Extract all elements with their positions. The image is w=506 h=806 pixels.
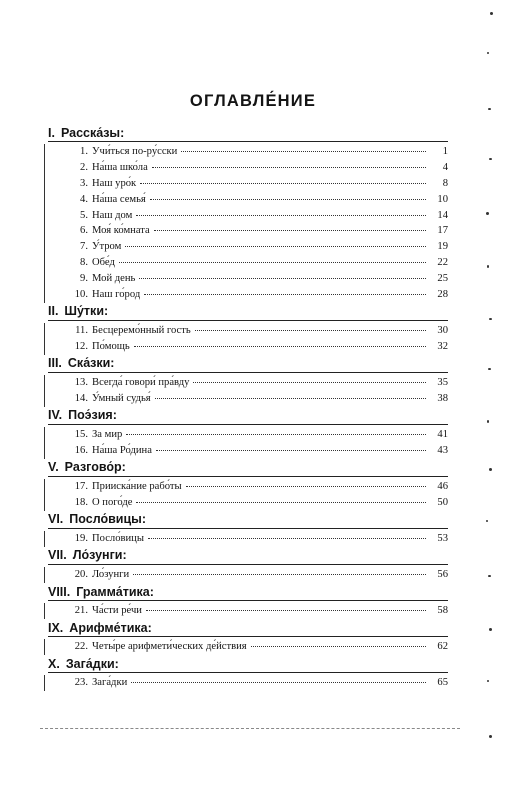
toc-entry	[48, 144, 448, 160]
section-heading	[48, 302, 448, 321]
dot-leader	[186, 485, 426, 487]
dot-leader	[133, 573, 426, 575]
dot-leader	[152, 166, 426, 168]
entry-number: 20.	[74, 568, 88, 580]
section-number: VI.	[48, 512, 64, 527]
scan-speck	[488, 368, 491, 370]
entry-title: Обе́д	[92, 256, 115, 268]
entry-number: 10.	[74, 288, 88, 300]
entry-number: 17.	[74, 480, 88, 492]
entry-number: 21.	[74, 605, 88, 617]
section-heading	[48, 655, 448, 674]
scan-speck	[489, 318, 492, 320]
entry-number: 6.	[80, 225, 88, 237]
entry-number: 7.	[80, 241, 88, 253]
entry-page-number: 22	[437, 256, 448, 268]
entry-page-number: 41	[437, 428, 448, 440]
section-rule	[44, 427, 45, 459]
scan-speck	[488, 108, 491, 110]
section-title: Разгово́р:	[64, 460, 126, 475]
entry-page-number: 25	[437, 272, 448, 284]
entry-page-number: 32	[437, 340, 448, 352]
toc-entry	[48, 603, 448, 619]
section-title: Зага́дки:	[65, 657, 119, 672]
dot-leader	[125, 245, 426, 247]
section-title: Ло́зунги:	[72, 548, 127, 563]
toc-entry	[48, 287, 448, 303]
entry-title: О пого́де	[92, 496, 133, 508]
section-rule	[44, 603, 45, 619]
entry-page-number: 56	[437, 568, 448, 580]
entry-page-number: 30	[437, 324, 448, 336]
entry-title: На́ша шко́ла	[92, 162, 148, 174]
section-number: X.	[48, 657, 60, 672]
entry-number: 11.	[75, 324, 88, 336]
section-rule	[44, 567, 45, 583]
dot-leader	[146, 609, 426, 611]
entry-number: 18.	[74, 496, 88, 508]
toc-entry	[48, 375, 448, 391]
entry-number: 4.	[80, 193, 88, 205]
section-number: VIII.	[48, 584, 71, 599]
scan-speck	[489, 735, 492, 738]
entry-page-number: 43	[437, 444, 448, 456]
section-rule	[44, 323, 45, 355]
entry-number: 12.	[74, 340, 88, 352]
scan-speck	[490, 12, 493, 15]
dot-leader	[148, 537, 426, 539]
toc-entry	[48, 239, 448, 255]
entry-number: 1.	[80, 146, 88, 158]
toc-entry	[48, 160, 448, 176]
entry-title: Всегда́ говори́ пра́вду	[92, 376, 190, 388]
entry-page-number: 4	[442, 162, 448, 174]
entry-page-number: 50	[437, 496, 448, 508]
scan-speck	[489, 628, 492, 631]
toc-entry	[48, 391, 448, 407]
scan-speck	[486, 212, 489, 215]
dot-leader	[195, 329, 426, 331]
entry-title: У́тром	[92, 241, 122, 253]
dot-leader	[181, 150, 426, 152]
toc-entry	[48, 339, 448, 355]
section-title: Расска́зы:	[60, 126, 125, 140]
entry-title: По́мощь	[92, 340, 130, 352]
scan-speck	[488, 575, 491, 577]
section-title: Поэ́зия:	[68, 408, 117, 423]
section-heading	[48, 406, 448, 425]
section-heading	[48, 546, 448, 565]
section-rule	[44, 479, 45, 511]
entry-title: Ло́зунги	[92, 568, 130, 580]
toc-entry	[48, 208, 448, 224]
scan-speck	[487, 52, 489, 54]
entry-page-number: 28	[437, 288, 448, 300]
entry-page-number: 1	[442, 146, 448, 158]
scan-speck	[486, 520, 488, 522]
dot-leader	[136, 501, 426, 503]
dot-leader	[131, 681, 426, 683]
section-rule	[44, 375, 45, 407]
entry-title: Наш го́род	[92, 288, 141, 300]
section-rule	[44, 639, 45, 655]
dot-leader	[155, 397, 426, 399]
section-heading	[48, 354, 448, 373]
dot-leader	[140, 182, 426, 184]
entry-number: 3.	[80, 177, 88, 189]
scan-speck	[487, 265, 489, 268]
section-rule	[44, 675, 45, 691]
entry-number: 13.	[74, 376, 88, 388]
dot-leader	[136, 214, 426, 216]
section-number: V.	[48, 460, 59, 475]
dot-leader	[251, 645, 426, 647]
entry-number: 19.	[74, 532, 88, 544]
section-title: Посло́вицы:	[69, 512, 147, 527]
entry-page-number: 46	[437, 480, 448, 492]
section-number: III.	[48, 356, 62, 371]
entry-page-number: 19	[437, 241, 448, 253]
toc-entry	[48, 675, 448, 691]
toc-entry	[48, 223, 448, 239]
entry-number: 15.	[74, 428, 88, 440]
section-heading	[48, 458, 448, 477]
entry-title: Ча́сти ре́чи	[92, 605, 142, 617]
section-number: II.	[48, 304, 59, 319]
toc-entry	[48, 192, 448, 208]
entry-page-number: 38	[437, 392, 448, 404]
toc-entry	[48, 271, 448, 287]
entry-number: 22.	[74, 641, 88, 653]
scan-speck	[489, 158, 492, 160]
section-number: VII.	[48, 548, 67, 563]
entry-page-number: 65	[437, 677, 448, 689]
entry-page-number: 62	[437, 641, 448, 653]
scan-speck	[487, 680, 489, 682]
entry-number: 2.	[80, 162, 88, 174]
entry-number: 9.	[80, 272, 88, 284]
entry-title: Посло́вицы	[92, 532, 144, 544]
entry-title: Моя́ ко́мната	[92, 225, 150, 237]
section-number: IX.	[48, 620, 64, 635]
dot-leader	[126, 433, 426, 435]
entry-title: Мой день	[92, 272, 136, 284]
entry-number: 16.	[74, 444, 88, 456]
section-number: IV.	[48, 408, 63, 423]
dot-leader	[139, 277, 426, 279]
entry-page-number: 8	[442, 177, 448, 189]
toc-entry	[48, 176, 448, 192]
section-title: Ска́зки:	[67, 356, 115, 371]
section-rule	[44, 144, 45, 303]
toc-entry	[48, 479, 448, 495]
dot-leader	[154, 229, 426, 231]
toc-entry	[48, 567, 448, 583]
toc-entry	[48, 531, 448, 547]
section-heading	[48, 124, 448, 143]
entry-number: 14.	[74, 392, 88, 404]
entry-title: Учи́ться по-ру́сски	[92, 146, 178, 158]
dot-leader	[193, 381, 426, 383]
dot-leader	[134, 345, 426, 347]
entry-title: Наш дом	[92, 209, 133, 221]
entry-page-number: 10	[437, 193, 448, 205]
entry-title: У́мный судья́	[92, 392, 151, 404]
toc-entry	[48, 495, 448, 511]
toc-entry	[48, 323, 448, 339]
entry-page-number: 58	[437, 605, 448, 617]
dot-leader	[156, 449, 426, 451]
dot-leader	[119, 261, 426, 263]
entry-title: За мир	[92, 428, 123, 440]
section-rule	[44, 531, 45, 547]
entry-page-number: 17	[437, 225, 448, 237]
toc-entry	[48, 639, 448, 655]
entry-page-number: 53	[437, 532, 448, 544]
section-title: Грамма́тика:	[76, 584, 154, 599]
scan-speck	[489, 468, 492, 471]
entry-title: Четы́ре арифмети́ческих де́йствия	[92, 641, 247, 653]
section-heading	[48, 510, 448, 529]
toc-entry	[48, 427, 448, 443]
entry-title: Наш уро́к	[92, 177, 137, 189]
section-heading	[48, 583, 448, 602]
entry-title: Зага́дки	[92, 677, 128, 689]
entry-page-number: 35	[437, 376, 448, 388]
scan-speck	[487, 420, 489, 423]
toc-entry	[48, 255, 448, 271]
section-title: Арифме́тика:	[69, 620, 152, 635]
toc-entry	[48, 443, 448, 459]
table-of-contents	[48, 124, 448, 691]
bottom-rule	[40, 728, 460, 729]
dot-leader	[144, 293, 426, 295]
entry-title: Бесцеремо́нный гость	[92, 324, 191, 336]
page-title: ОГЛАВЛЕ́НИЕ	[189, 92, 317, 110]
section-title: Шу́тки:	[64, 304, 109, 319]
entry-title: На́ша Ро́дина	[92, 444, 152, 456]
entry-title: Прииска́ние рабо́ты	[92, 480, 182, 492]
entry-number: 5.	[80, 209, 88, 221]
entry-number: 23.	[74, 677, 88, 689]
entry-number: 8.	[80, 256, 88, 268]
section-number: I.	[48, 126, 55, 140]
entry-page-number: 14	[437, 209, 448, 221]
section-heading	[48, 619, 448, 638]
entry-title: На́ша семья́	[92, 193, 146, 205]
dot-leader	[150, 198, 426, 200]
